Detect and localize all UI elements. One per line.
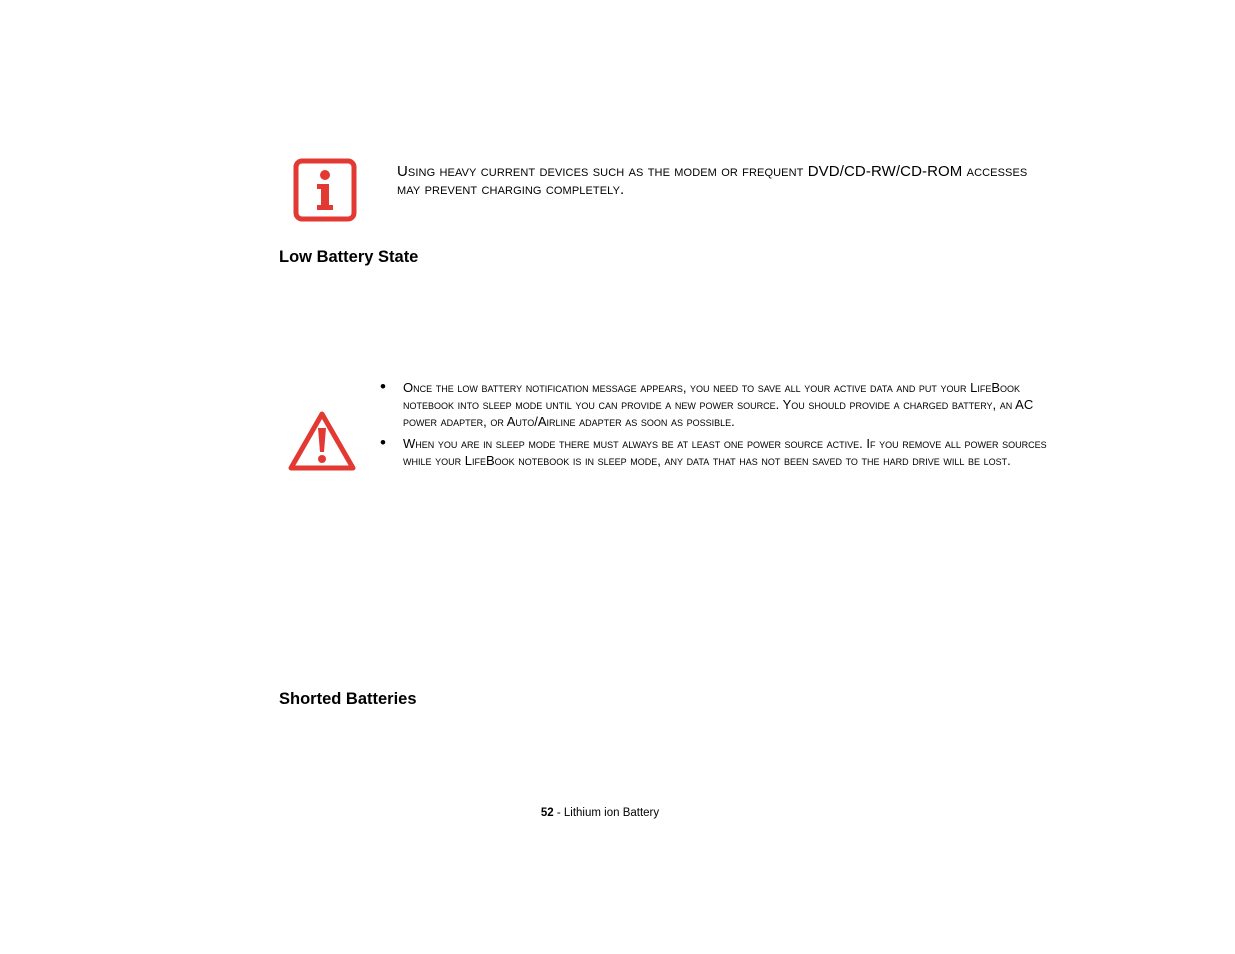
warning-item (380, 379, 1060, 430)
warning-list (380, 379, 1060, 474)
section-heading-low-battery: Low Battery State (279, 248, 419, 266)
bullet-icon: • (380, 433, 386, 452)
page-footer (0, 806, 1200, 821)
bullet-icon: • (380, 377, 386, 396)
warning-item-text: When you are in sleep mode there must always be at least one power source active. If you remove all power sources while your LifeBook notebook is in sleep mode, any data that has not been saved to the hard drive will be lost. (403, 436, 1047, 468)
page-number: 52 (540, 807, 554, 819)
info-icon (293, 158, 357, 222)
info-note-text: Using heavy current devices such as the modem or frequent DVD/CD-RW/CD-ROM accesses may prevent charging completely. (397, 163, 1028, 198)
footer-separator: - (553, 807, 564, 819)
warning-item (380, 435, 1060, 469)
section-heading-shorted-batteries: Shorted Batteries (279, 690, 417, 708)
warning-icon (288, 410, 356, 472)
warning-item-text: Once the low battery notification message appears, you need to save all your active data and put your LifeBook notebook into sleep mode until you can provide a new power source. You should provide a charged battery, an AC power adapter, or Auto/Airline adapter as soon as possible. (403, 380, 1034, 429)
footer-section-title: Lithium ion Battery (563, 807, 660, 819)
